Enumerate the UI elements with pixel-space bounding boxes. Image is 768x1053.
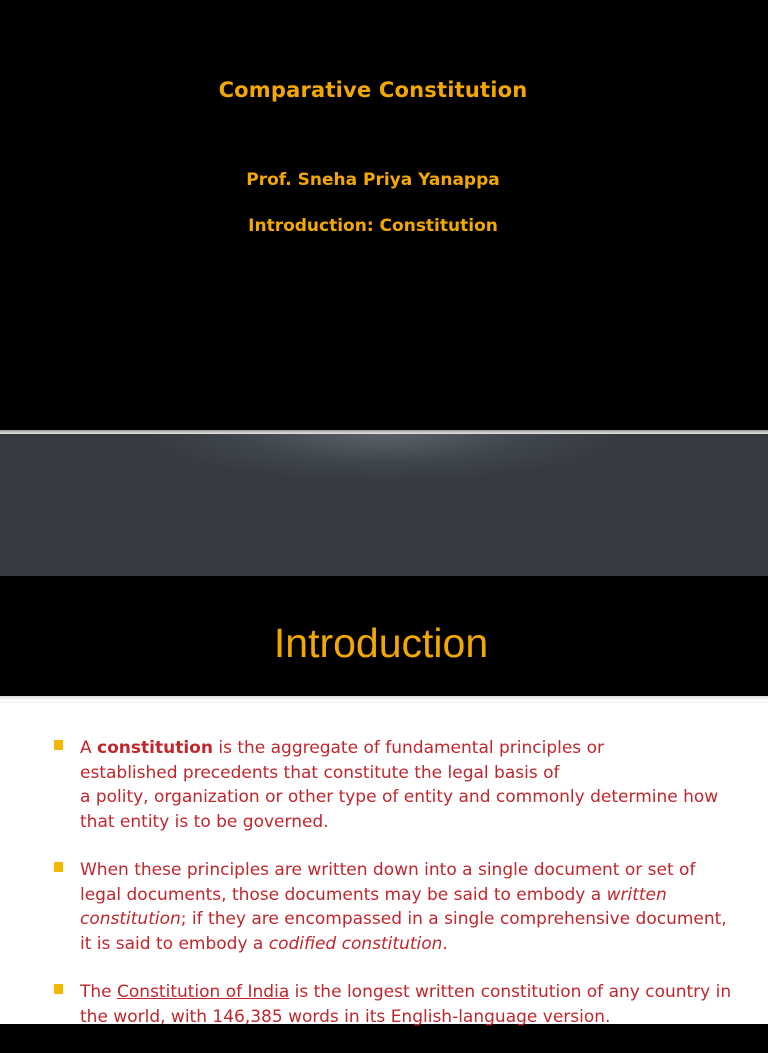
text-segment: a polity, organization or other type of entity and commonly determine how that entity is to be governed. bbox=[80, 787, 719, 832]
text-segment: is the longest written constitution of any country in the world, with 146,385 words in its English-language version. bbox=[80, 982, 732, 1027]
bullet-square-icon bbox=[54, 862, 63, 872]
list-item bbox=[54, 858, 734, 956]
term-constitution: constitution bbox=[97, 738, 213, 758]
header-divider bbox=[0, 696, 768, 703]
text-segment: . bbox=[442, 933, 448, 954]
list-item bbox=[54, 736, 734, 834]
text-segment: The bbox=[80, 982, 118, 1002]
constitution-of-india-link[interactable]: Constitution of India bbox=[117, 982, 290, 1002]
text-segment: established precedents that constitute the legal basis of bbox=[80, 762, 560, 783]
slide-gap bbox=[0, 434, 768, 576]
list-item bbox=[54, 980, 734, 1029]
text-segment: is the aggregate of fundamental principles or bbox=[212, 738, 604, 758]
slide-title: Comparative Constitution bbox=[218, 78, 528, 102]
title-slide bbox=[0, 0, 768, 430]
text-segment: ; if they are encompassed in a single comprehensive document, it is said to embody a bbox=[80, 909, 727, 954]
content-slide-header bbox=[0, 576, 768, 696]
term-codified-constitution: codified constitution bbox=[268, 933, 443, 954]
bullet-square-icon bbox=[54, 984, 63, 994]
text-segment: When these principles are written down into a single document or set of legal documents, those documents may be said to embody a bbox=[80, 860, 696, 905]
term-written-constitution: written constitution bbox=[80, 884, 667, 929]
bullet-list bbox=[54, 736, 734, 1053]
text-segment: A bbox=[80, 738, 98, 758]
slide-author: Prof. Sneha Priya Yanappa bbox=[246, 170, 500, 190]
slide-subtitle: Introduction: Constitution bbox=[248, 216, 498, 236]
slide-heading: Introduction bbox=[273, 620, 489, 666]
content-slide-body bbox=[0, 703, 768, 1027]
bullet-square-icon bbox=[54, 740, 63, 750]
